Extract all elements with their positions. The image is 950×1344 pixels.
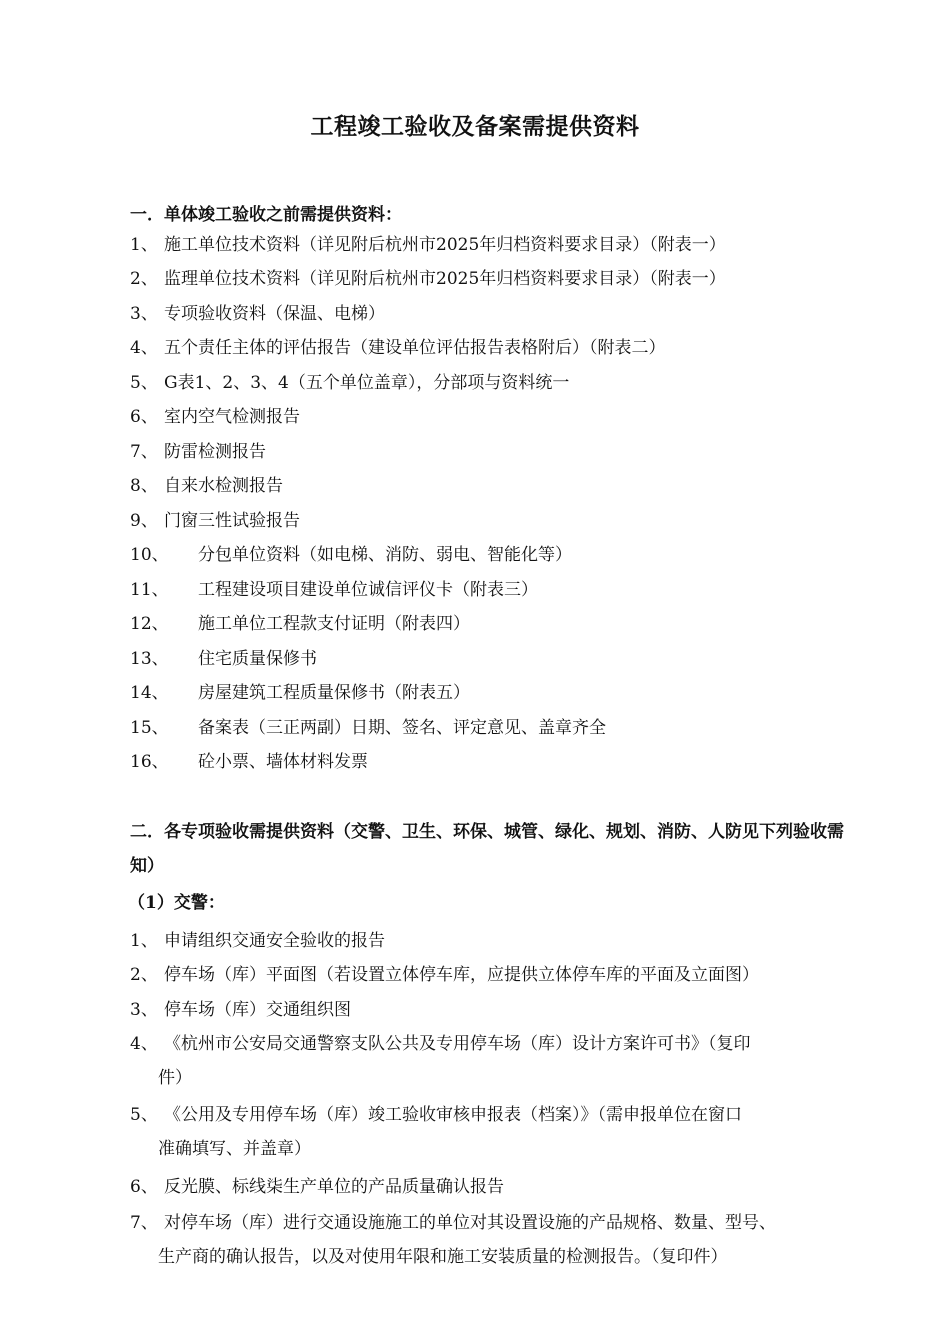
list-item [130,303,385,325]
list-item [130,475,283,497]
item-number: 6、 [130,407,158,427]
item-number: 3、 [130,1000,158,1020]
list-item [130,648,317,670]
list-item [130,924,850,958]
item-number: 1、 [130,235,158,255]
list-item [130,579,538,601]
section-2-heading: 二．各专项验收需提供资料（交警、卫生、环保、城管、绿化、规划、消防、人防见下列验收需知） [130,822,844,876]
list-item [130,613,470,635]
list-item [130,337,666,359]
item-number: 1、 [130,931,158,951]
list-item [130,510,300,532]
subsection-heading: （1）交警： [128,893,225,913]
item-text: 对停车场（库）进行交通设施施工的单位对其设置设施的产品规格、数量、型号、 [164,1213,776,1233]
item-text: 分包单位资料（如电梯、消防、弱电、智能化等） [198,545,572,565]
item-number: 2、 [130,965,158,985]
item-number: 8、 [130,476,158,496]
list-item [130,441,266,463]
item-text: 工程建设项目建设单位诚信评仪卡（附表三） [198,580,538,600]
item-number: 4、 [130,1034,158,1054]
item-number: 7、 [130,442,158,462]
item-text: 反光膜、标线柒生产单位的产品质量确认报告 [164,1177,504,1197]
item-text: 申请组织交通安全验收的报告 [164,931,385,951]
item-text: 施工单位工程款支付证明（附表四） [198,614,470,634]
item-number: 6、 [130,1177,158,1197]
list-item [130,1027,850,1095]
item-number: 7、 [130,1213,158,1233]
item-number: 5、 [130,1105,158,1125]
item-number: 5、 [130,373,158,393]
item-text: 砼小票、墙体材料发票 [198,752,368,772]
item-text: 《杭州市公安局交通警察支队公共及专用停车场（库）设计方案许可书》（复印 [164,1034,751,1054]
item-number: 11、 [130,580,169,600]
item-text: G表1、2、3、4（五个单位盖章），分部项与资料统一 [164,373,570,393]
item-number: 10、 [130,545,169,565]
list-item [130,682,470,704]
list-item [130,268,726,290]
list-item [130,1206,850,1274]
section-1-heading: 一．单体竣工验收之前需提供资料： [130,205,402,225]
item-number: 16、 [130,752,169,772]
item-number: 13、 [130,649,169,669]
list-item [130,234,726,256]
item-text: 监理单位技术资料（详见附后杭州市2025年归档资料要求目录）（附表一） [164,269,726,289]
item-text: 停车场（库）平面图（若设置立体停车库，应提供立体停车库的平面及立面图） [164,965,759,985]
item-text: 施工单位技术资料（详见附后杭州市2025年归档资料要求目录）（附表一） [164,235,726,255]
item-number: 9、 [130,511,158,531]
document-title: 工程竣工验收及备案需提供资料 [310,113,640,140]
item-number: 4、 [130,338,158,358]
item-text: 专项验收资料（保温、电梯） [164,304,385,324]
item-text: 五个责任主体的评估报告（建设单位评估报告表格附后）（附表二） [164,338,666,358]
item-text: 住宅质量保修书 [198,649,317,669]
item-number: 15、 [130,718,169,738]
list-item [130,1098,850,1166]
list-item [130,372,569,394]
item-text-continued: 件） [158,1068,192,1088]
list-item [130,717,606,739]
item-text: 房屋建筑工程质量保修书（附表五） [198,683,470,703]
list-item [130,958,850,992]
item-text: 室内空气检测报告 [164,407,300,427]
list-item [130,751,368,773]
item-text: 备案表（三正两副）日期、签名、评定意见、盖章齐全 [198,718,606,738]
item-text-continued: 生产商的确认报告，以及对使用年限和施工安装质量的检测报告。（复印件） [158,1247,728,1267]
item-text: 《公用及专用停车场（库）竣工验收审核申报表（档案）》（需申报单位在窗口 [164,1105,742,1125]
item-text: 停车场（库）交通组织图 [164,1000,351,1020]
item-text-continued: 准确填写、并盖章） [158,1139,311,1159]
list-item [130,406,300,428]
list-item [130,1170,850,1204]
item-text: 门窗三性试验报告 [164,511,300,531]
item-number: 14、 [130,683,169,703]
item-text: 防雷检测报告 [164,442,266,462]
list-item [130,993,850,1027]
item-number: 12、 [130,614,169,634]
item-text: 自来水检测报告 [164,476,283,496]
list-item [130,544,572,566]
item-number: 2、 [130,269,158,289]
item-number: 3、 [130,304,158,324]
